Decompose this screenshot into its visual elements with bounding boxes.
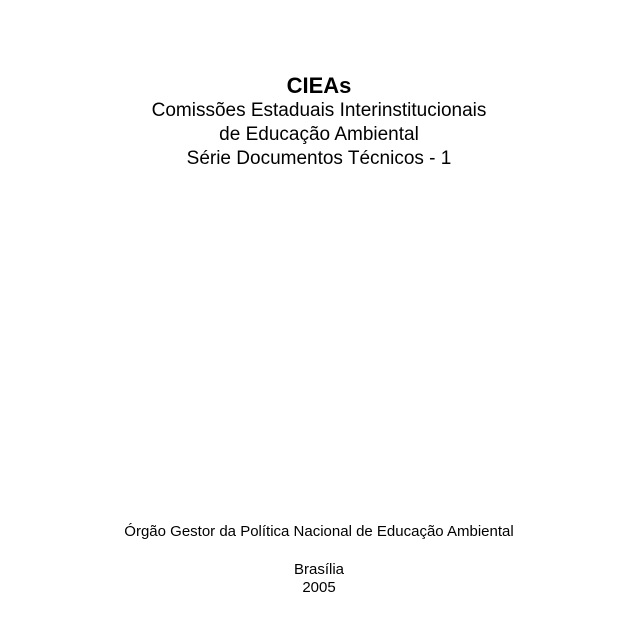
document-title: CIEAs (286, 73, 352, 98)
subtitle-line-2: de Educação Ambiental (219, 124, 419, 145)
publication-city: Brasília (293, 561, 345, 578)
publication-year: 2005 (302, 579, 336, 596)
title-block (0, 73, 638, 171)
imprint-block (0, 561, 638, 597)
series-line: Série Documentos Técnicos - 1 (186, 148, 452, 169)
publisher-name: Órgão Gestor da Política Nacional de Educação Ambiental (124, 523, 514, 540)
subtitle-line-1: Comissões Estaduais Interinstitucionais (151, 100, 487, 121)
